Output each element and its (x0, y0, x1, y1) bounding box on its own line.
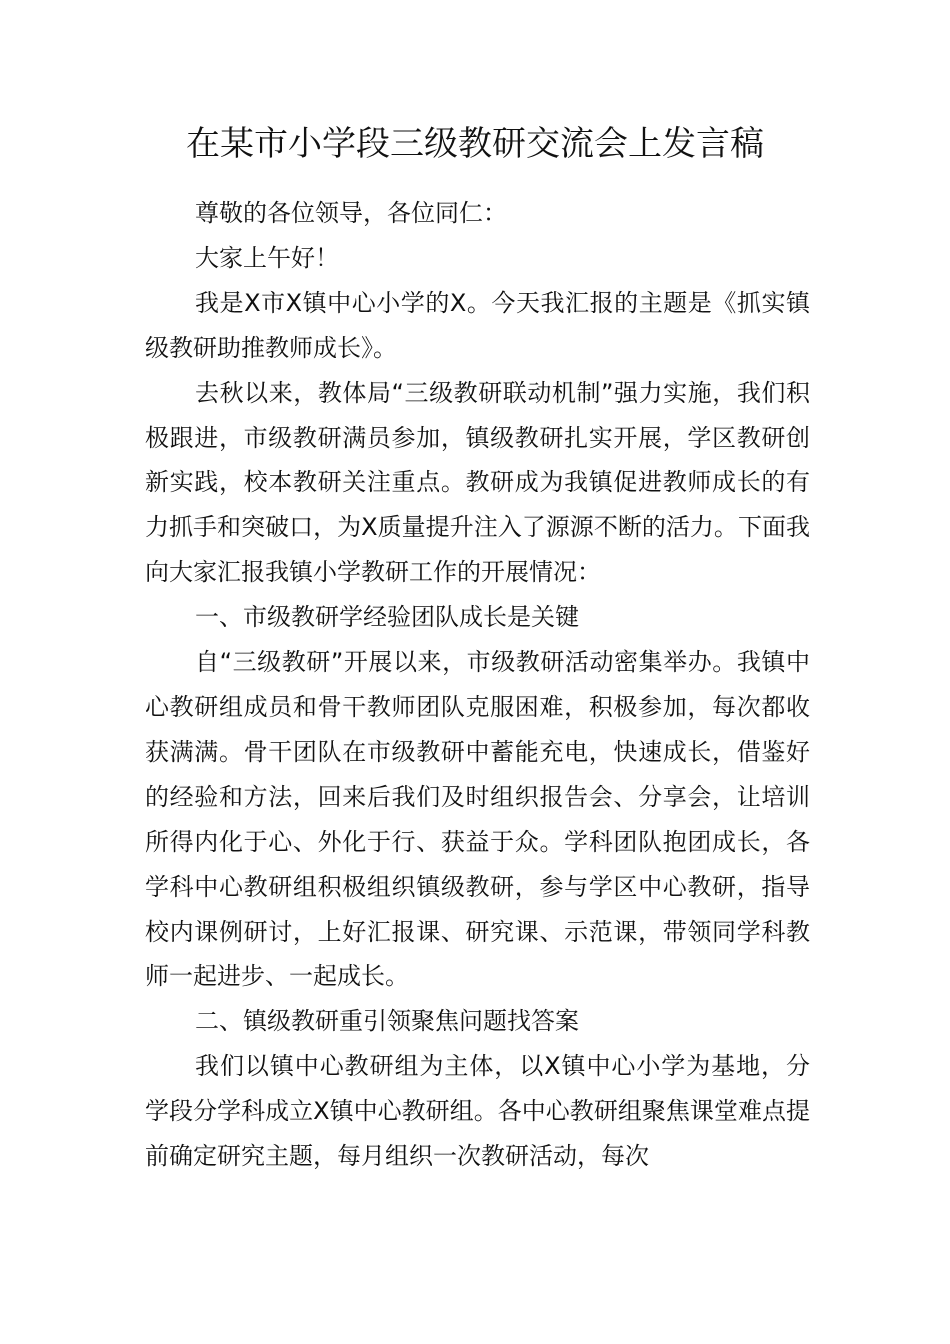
document-title: 在某市小学段三级教研交流会上发言稿 (186, 124, 764, 164)
section-paragraph-1: 自“三级教研”开展以来，市级教研活动密集举办。我镇中心教研组成员和骨干教师团队克服困难，积极参加，每次都收获满满。骨干团队在市级教研中蓄能充电，快速成长，借鉴好的经验和方法，回来后我们及时组织报告会、分享会，让培训所得内化于心、外化于行、获益于众。学科团队抱团成长，各学科中心教研组积极组织镇级教研，参与学区中心教研，指导校内课例研讨，上好汇报课、研究课、示范课，带领同学科教师一起进步、一起成长。 (145, 648, 810, 991)
section-paragraph-2: 我们以镇中心教研组为主体，以X镇中心小学为基地，分学段分学科成立X镇中心教研组。各中心教研组聚焦课堂难点提前确定研究主题，每月组织一次教研活动，每次 (145, 1052, 810, 1171)
greeting: 大家上午好！ (195, 243, 339, 272)
salutation: 尊敬的各位领导，各位同仁： (195, 199, 507, 227)
section-heading-1: 一、市级教研学经验团队成长是关键 (195, 603, 579, 632)
document-body (145, 191, 810, 1179)
intro-paragraph: 我是X市X镇中心小学的X。今天我汇报的主题是《抓实镇级教研助推教师成长》。 (145, 288, 810, 362)
overview-paragraph: 去秋以来，教体局“三级教研联动机制”强力实施，我们积极跟进，市级教研满员参加，镇级教研扎实开展，学区教研创新实践，校本教研关注重点。教研成为我镇促进教师成长的有力抓手和突破口，为X质量提升注入了源源不断的活力。下面我向大家汇报我镇小学教研工作的开展情况： (145, 378, 810, 587)
section-heading-2: 二、镇级教研重引领聚焦问题找答案 (195, 1007, 579, 1036)
